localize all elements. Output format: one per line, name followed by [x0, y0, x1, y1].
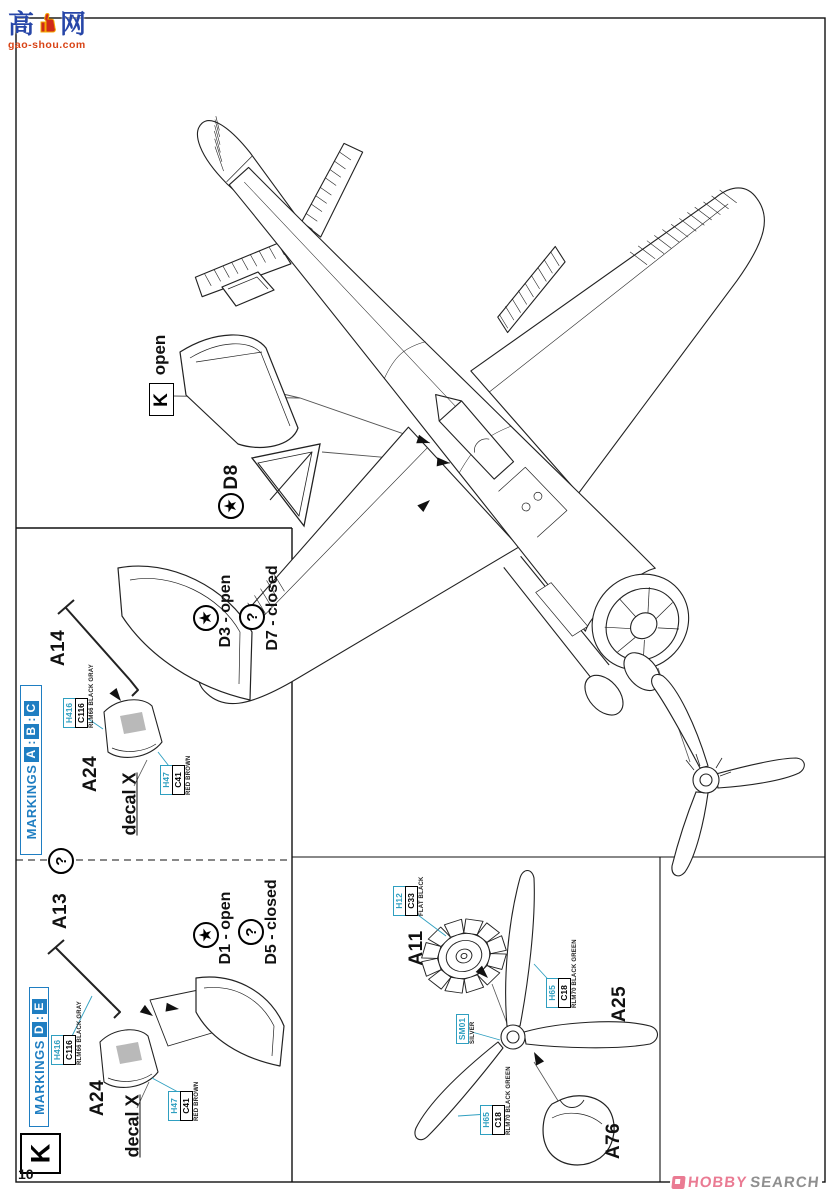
paint-callout-flatblack	[393, 876, 425, 916]
markings-word: MARKINGS	[31, 1040, 47, 1115]
markings-banner-abc	[20, 685, 42, 855]
paint-callout-rlm66	[63, 664, 95, 728]
marking-option-tile: A	[24, 747, 39, 762]
paint-callout-rlm66	[51, 1001, 83, 1065]
hobbysearch-logo	[669, 1174, 822, 1191]
mrcolor-code: C116	[75, 698, 88, 728]
aqueous-code: H12	[393, 886, 406, 916]
decal-label: decal X	[119, 772, 140, 836]
marking-option-tile: C	[24, 701, 39, 716]
mrcolor-code: C18	[492, 1105, 505, 1135]
paint-callout-redbrown	[168, 1081, 200, 1121]
watermark	[8, 4, 86, 51]
aqueous-code: H47	[168, 1091, 181, 1121]
paint-callout-redbrown	[160, 755, 192, 795]
canopy-option-letter-box	[149, 383, 174, 416]
canopy-parts-drawing	[180, 272, 298, 447]
canopy-closed-option-label: D7 - closed	[264, 565, 281, 651]
question-icon: ?	[242, 927, 260, 937]
marking-option-tile: D	[32, 1022, 47, 1037]
paint-callout-rlm70-bottom	[480, 1066, 512, 1135]
aqueous-code: H47	[160, 765, 173, 795]
decal-label: decal X	[122, 1094, 143, 1158]
markings-separator: :	[24, 740, 38, 745]
supermetallic-code: SM01	[456, 1014, 469, 1044]
aqueous-code: H416	[51, 1035, 64, 1065]
paint-name: RLM70 BLACK GREEN	[572, 939, 578, 1008]
optional-part-star-symbol	[193, 605, 219, 631]
canopy-open-option-label: D3 - open	[217, 574, 234, 648]
page-number: 10	[18, 1166, 34, 1182]
mrcolor-code: C41	[172, 765, 185, 795]
aqueous-code: H416	[63, 698, 76, 728]
seat-part-label: A24	[80, 755, 101, 793]
canopy-open-option-label: D1 - open	[217, 891, 234, 965]
paint-name: RED BROWN	[186, 755, 192, 795]
paint-name: RLM70 BLACK GREEN	[506, 1066, 512, 1135]
question-icon: ?	[52, 856, 70, 866]
aqueous-code: H65	[480, 1105, 493, 1135]
step-letter: K	[25, 1143, 55, 1164]
star-icon: ★	[196, 927, 215, 943]
markings-separator: :	[32, 1016, 46, 1021]
head-armor-drawing	[252, 444, 320, 526]
brand-search-text: SEARCH	[749, 1174, 821, 1191]
canopy-option-letter: K	[150, 392, 172, 407]
lower-section-drawing	[48, 940, 284, 1108]
paint-name: RED BROWN	[194, 1081, 200, 1121]
star-icon: ★	[196, 610, 215, 626]
blade-part-label: A25	[609, 985, 630, 1023]
markings-word: MARKINGS	[23, 764, 39, 840]
mrcolor-code: C41	[180, 1091, 193, 1121]
watermark-char-right: 网	[60, 9, 87, 39]
star-icon: ★	[221, 498, 240, 514]
paint-callout-rlm70-top	[546, 939, 578, 1008]
question-icon: ?	[243, 612, 261, 622]
rod-part-label: A14	[48, 629, 69, 667]
rod-part-label: A13	[50, 892, 71, 930]
propeller-assembly-drawing	[652, 668, 805, 876]
hobbysearch-icon	[671, 1176, 685, 1189]
optional-part-star-symbol	[193, 922, 219, 948]
brand-hobby-text: HOBBY	[687, 1174, 749, 1191]
paint-name: RLM66 BLACK GRAY	[77, 1001, 83, 1065]
optional-part-star-symbol	[218, 493, 244, 519]
canopy-closed-option-label: D5 - closed	[263, 879, 280, 965]
watermark-char-left: 高	[8, 9, 35, 39]
thumb-up-icon	[35, 11, 59, 35]
choice-question-symbol	[239, 604, 265, 630]
mrcolor-code: C33	[405, 886, 418, 916]
watermark-logo	[8, 4, 86, 41]
head-armor-part-label: D8	[221, 464, 242, 490]
paint-name: RLM66 BLACK GRAY	[89, 664, 95, 728]
mrcolor-code: C116	[63, 1035, 76, 1065]
paint-name: FLAT BLACK	[419, 876, 425, 916]
choice-question-symbol	[238, 919, 264, 945]
spinner-part-label: A76	[603, 1122, 624, 1160]
paint-callout-silver	[456, 1014, 476, 1044]
markings-separator: :	[24, 717, 38, 722]
canopy-open-label: open	[150, 334, 169, 376]
seat-part-label: A24	[87, 1079, 108, 1117]
watermark-domain: gao-shou.com	[8, 39, 86, 51]
marking-option-tile: B	[24, 724, 39, 739]
aqueous-code: H65	[546, 978, 559, 1008]
choice-question-symbol	[48, 848, 74, 874]
marking-option-tile: E	[32, 999, 47, 1014]
paint-name: SILVER	[470, 1021, 476, 1044]
mrcolor-code: C18	[558, 978, 571, 1008]
markings-banner-de	[29, 987, 49, 1127]
fan-part-label: A11	[406, 930, 427, 966]
